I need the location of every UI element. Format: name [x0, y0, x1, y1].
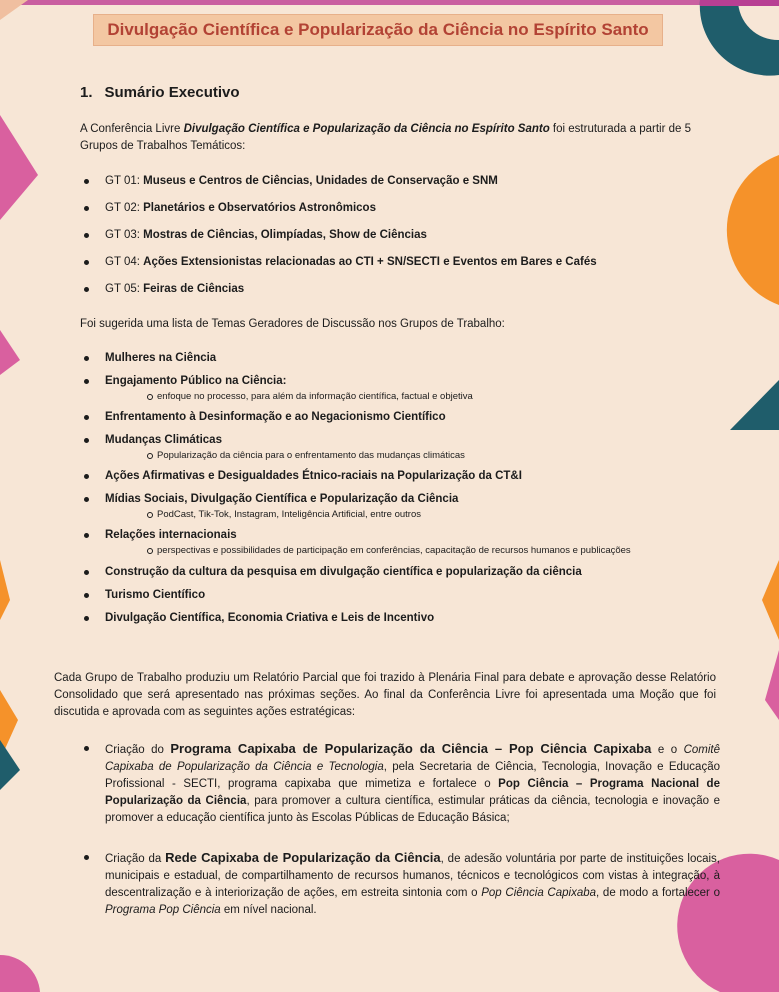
action-item-1: Criação do Programa Capixaba de Popularização da Ciência – Pop Ciência Capixaba e o Comitê Capixaba de Popularização da Ciência e Tecnologia, pela Secretaria de Ciência, Tecnologia, Inovação e Educação Profissional - SECTI, programa capixaba que mimetiza e fortalece o Pop Ciência – Programa Nacional de Popularização da Ciência, para promover a cultura científica, estimular práticas da ciência, tecnologia e inovação e promover a educação científica junto às Escolas Públicas de Educação Básica; — [80, 740, 720, 827]
sub-item: enfoque no processo, para além da informação científica, factual e objetiva — [105, 390, 717, 404]
list-item: Divulgação Científica, Economia Criativa e Leis de Incentivo — [80, 610, 720, 627]
themes-list — [80, 350, 720, 627]
list-item: GT 05: Feiras de Ciências — [80, 281, 720, 298]
list-item: GT 01: Museus e Centros de Ciências, Unidades de Conservação e SNM — [80, 173, 720, 190]
list-item: Engajamento Público na Ciência: enfoque no processo, para além da informação científica, factual e objetiva — [80, 373, 720, 404]
actions-list — [80, 740, 720, 919]
action-item-2: Criação da Rede Capixaba de Popularização da Ciência, de adesão voluntária por parte de instituições locais, municipais e estadual, de compartilhamento de recursos humanos, técnicos e tecnológicos com vistas à integração, à descentralização e à interiorização de ações, em estreita sintonia com o Pop Ciência Capixaba, de modo a fortalecer o Programa Pop Ciência em nível nacional. — [80, 849, 720, 919]
sub-item: perspectivas e possibilidades de participação em conferências, capacitação de recursos humanos e publicações — [105, 544, 717, 558]
intro-paragraph — [80, 121, 716, 155]
list-item: Mudanças Climáticas Popularização da ciência para o enfrentamento das mudanças climáticas — [80, 432, 720, 463]
section-title: Sumário Executivo — [104, 84, 240, 101]
list-item: Relações internacionais perspectivas e possibilidades de participação em conferências, capacitação de recursos humanos e publicações — [80, 527, 720, 558]
list-item: Mulheres na Ciência — [80, 350, 720, 367]
section-number: 1. — [80, 84, 93, 101]
list-item: Mídias Sociais, Divulgação Científica e Popularização da Ciência PodCast, Tik-Tok, Instagram, Inteligência Artificial, entre outros — [80, 491, 720, 522]
list-item: Ações Afirmativas e Desigualdades Étnico-raciais na Popularização da CT&I — [80, 468, 720, 485]
gt-list — [80, 173, 720, 298]
list-item: GT 03: Mostras de Ciências, Olimpíadas, Show de Ciências — [80, 227, 720, 244]
intro-conference-name: Divulgação Científica e Popularização da Ciência no Espírito Santo — [183, 123, 550, 135]
list-item: Turismo Científico — [80, 587, 720, 604]
list-item: GT 04: Ações Extensionistas relacionadas ao CTI + SN/SECTI e Eventos em Bares e Cafés — [80, 254, 720, 271]
title-banner — [93, 14, 663, 46]
section-heading — [80, 84, 240, 101]
intro-text-post: foi estruturada a partir de 5 Grupos de Trabalhos Temáticos: — [80, 123, 692, 152]
closing-paragraph: Cada Grupo de Trabalho produziu um Relatório Parcial que foi trazido à Plenária Final para debate e aprovação desse Relatório Consolidado que será apresentado nas próximas seções. Ao final da Conferência Livre foi apresentada uma Moção que foi discutida e aprovada com as seguintes ações estratégicas: — [54, 672, 716, 718]
intro-text-pre: A Conferência Livre — [80, 123, 184, 135]
list-item: Enfrentamento à Desinformação e ao Negacionismo Científico — [80, 409, 720, 426]
themes-intro: Foi sugerida uma lista de Temas Geradores de Discussão nos Grupos de Trabalho: — [80, 318, 505, 330]
list-item: GT 02: Planetários e Observatórios Astronômicos — [80, 200, 720, 217]
sub-item: Popularização da ciência para o enfrentamento das mudanças climáticas — [105, 449, 717, 463]
document-title: Divulgação Científica e Popularização da Ciência no Espírito Santo — [107, 20, 649, 39]
list-item: Construção da cultura da pesquisa em divulgação científica e popularização da ciência — [80, 564, 720, 581]
sub-item: PodCast, Tik-Tok, Instagram, Inteligência Artificial, entre outros — [105, 508, 717, 522]
